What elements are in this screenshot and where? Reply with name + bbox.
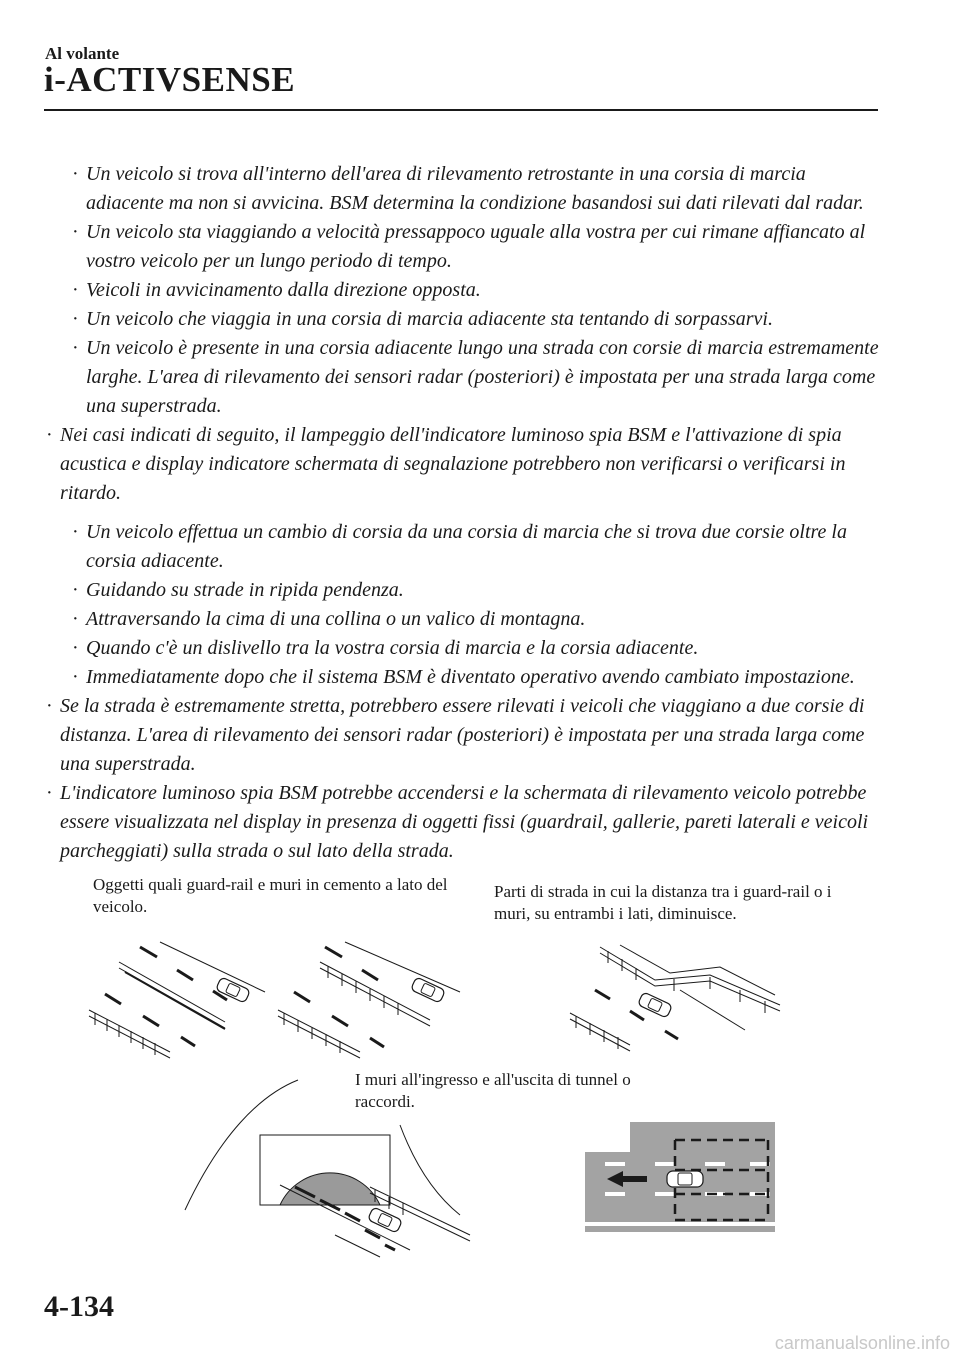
bullet-item: · L'indicatore luminoso spia BSM potrebbe accendersi e la schermata di rilevamento veicolo potrebbe essere visualizzata nel display in presenza di oggetti fissi (guardrail, gallerie, pareti laterali e veicoli parcheggiati) sulla strada o sul lato della strada. — [44, 779, 884, 866]
tunnel-figure — [180, 1075, 480, 1260]
caption-tunnel: I muri all'ingresso e all'uscita di tunnel o raccordi. — [355, 1070, 631, 1111]
watermark: carmanualsonline.info — [774, 1333, 950, 1353]
caption-guardrail: Oggetti quali guard-rail e muri in cemento a lato del veicolo. — [93, 875, 448, 916]
content-body — [44, 160, 884, 866]
road-guardrail-figure — [270, 930, 470, 1070]
bullet-item: · Immediatamente dopo che il sistema BSM è diventato operativo avendo cambiato impostazione. — [44, 663, 884, 692]
car-icon — [667, 1171, 703, 1187]
road-narrowing-figure — [560, 935, 790, 1055]
bullet-item: · Un veicolo che viaggia in una corsia di marcia adiacente sta tentando di sorpassarvi. — [44, 305, 884, 334]
lane-top-view-figure — [585, 1122, 775, 1232]
bullet-item: · Guidando su strade in ripida pendenza. — [44, 576, 884, 605]
car-icon — [638, 992, 673, 1018]
road-wall-figure — [85, 930, 270, 1070]
bullet-item: · Quando c'è un dislivello tra la vostra corsia di marcia e la corsia adiacente. — [44, 634, 884, 663]
bullet-list-top — [44, 160, 884, 508]
car-icon — [411, 977, 446, 1003]
bullet-item: · Un veicolo sta viaggiando a velocità pressappoco uguale alla vostra per cui rimane affiancato al vostro veicolo per un lungo periodo di tempo. — [44, 218, 884, 276]
tunnel-arch — [280, 1173, 380, 1205]
bullet-list-bottom — [44, 518, 884, 866]
bullet-item: · Attraversando la cima di una collina o un valico di montagna. — [44, 605, 884, 634]
bullet-item: · Nei casi indicati di seguito, il lampeggio dell'indicatore luminoso spia BSM e l'attivazione di spia acustica e display indicatore schermata di segnalazione potrebbero non verificarsi o verificarsi in ritardo. — [44, 421, 884, 508]
caption-narrowing: Parti di strada in cui la distanza tra i guard-rail o i muri, su entrambi i lati, diminuisce. — [494, 882, 832, 923]
car-icon — [368, 1207, 403, 1233]
bullet-item: · Un veicolo è presente in una corsia adiacente lungo una strada con corsie di marcia estremamente larghe. L'area di rilevamento dei sensori radar (posteriori) è impostata per una strada larga come una superstrada. — [44, 334, 884, 421]
page-number: 4-134 — [44, 1290, 114, 1323]
car-icon — [216, 977, 251, 1003]
bullet-item: · Un veicolo si trova all'interno dell'area di rilevamento retrostante in una corsia di marcia adiacente ma non si avvicina. BSM determina la condizione basandosi sui dati rilevati dal radar. — [44, 160, 884, 218]
section-label: Al volante — [45, 44, 120, 63]
bullet-item: · Un veicolo effettua un cambio di corsia da una corsia di marcia che si trova due corsie oltre la corsia adiacente. — [44, 518, 884, 576]
header-divider — [44, 109, 878, 111]
bullet-item: · Veicoli in avvicinamento dalla direzione opposta. — [44, 276, 884, 305]
bullet-item: · Se la strada è estremamente stretta, potrebbero essere rilevati i veicoli che viaggiano a due corsie di distanza. L'area di rilevamento dei sensori radar (posteriori) è impostata per una strada larga come una superstrada. — [44, 692, 884, 779]
page-title: i-ACTIVSENSE — [44, 60, 296, 99]
